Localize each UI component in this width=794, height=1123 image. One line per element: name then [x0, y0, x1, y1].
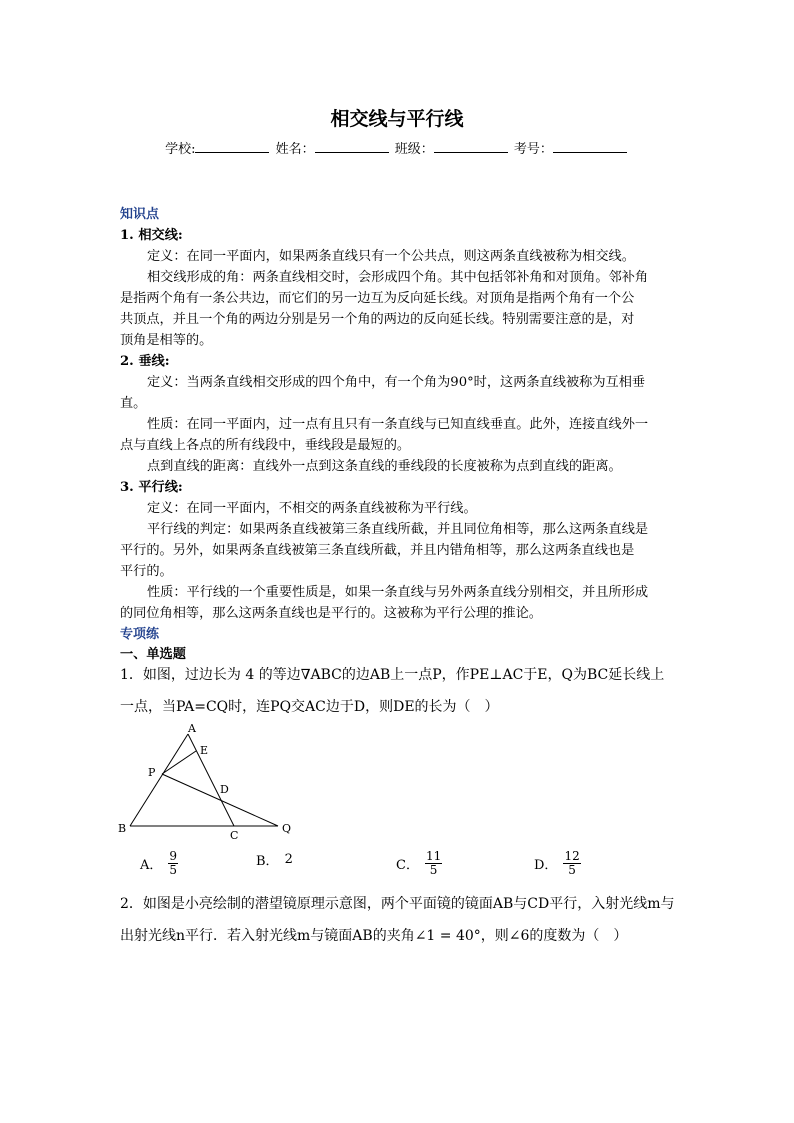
- class-blank[interactable]: [434, 140, 508, 153]
- option-b-value: 2: [284, 852, 293, 867]
- option-d-label: D．: [534, 858, 558, 873]
- practice-heading: 专项练: [120, 627, 160, 642]
- section-3-title: 3. 平行线:: [120, 480, 183, 495]
- triangle-figure: [110, 718, 310, 848]
- question-1-line-1: 1．如图，过边长为 4 的等边∇ABC的边AB上一点P，作PE⊥AC于E，Q为BC延长线上: [120, 667, 665, 683]
- school-label: 学校:: [165, 142, 196, 157]
- option-d[interactable]: [534, 850, 581, 877]
- section-3-property-line-1: 性质：平行线的一个重要性质是，如果一条直线与另外两条直线分别相交，并且所形成: [147, 585, 649, 600]
- section-1-title: 1. 相交线:: [120, 228, 183, 243]
- option-c-numerator: 11: [425, 849, 442, 863]
- section-2-title: 2. 垂线:: [120, 354, 170, 369]
- student-info-line: [0, 138, 794, 157]
- option-b-label: B．: [256, 854, 279, 869]
- question-2-line-1: 2．如图是小亮绘制的潜望镜原理示意图，两个平面镜的镜面AB与CD平行，入射光线m与: [120, 896, 675, 912]
- segment-AC: [188, 734, 234, 826]
- question-2-line-2: 出射光线n平行．若入射光线m与镜面AB的夹角∠1 = 40°，则∠6的度数为（ ）: [120, 928, 628, 944]
- option-c-denominator: 5: [429, 863, 438, 877]
- option-c-fraction: [425, 850, 442, 877]
- section-3-criteria-line-1: 平行线的判定：如果两条直线被第三条直线所截，并且同位角相等，那么这两条直线是: [147, 522, 649, 537]
- section-2-property-line-1: 性质：在同一平面内，过一点有且只有一条直线与已知直线垂直。此外，连接直线外一: [147, 417, 649, 432]
- option-a-fraction: [168, 850, 178, 877]
- option-d-fraction: [563, 850, 580, 877]
- label-P: P: [148, 766, 156, 779]
- label-E: E: [200, 744, 209, 757]
- number-blank[interactable]: [553, 140, 627, 153]
- option-a-numerator: 9: [169, 849, 178, 863]
- segment-PE: [162, 751, 196, 774]
- class-label: 班级：: [394, 142, 434, 157]
- section-1-angles-line-2: 是指两个角有一条公共边，而它们的另一边互为反向延长线。对顶角是指两个角有一个公: [120, 291, 635, 306]
- part-1-heading: 一、单选题: [120, 647, 186, 662]
- section-2-definition-line-1: 定义：当两条直线相交形成的四个角中，有一个角为90°时，这两条直线被称为互相垂: [147, 375, 646, 390]
- section-3-definition: 定义：在同一平面内，不相交的两条直线被称为平行线。: [147, 501, 477, 516]
- label-D: D: [220, 783, 229, 796]
- option-d-numerator: 12: [564, 849, 580, 863]
- label-B: B: [118, 822, 127, 835]
- section-3-criteria-line-2: 平行的。另外，如果两条直线被第三条直线所截，并且内错角相等，那么这两条直线也是: [120, 543, 635, 558]
- knowledge-heading: 知识点: [120, 207, 160, 222]
- option-a-label: A．: [140, 858, 163, 873]
- section-1-definition: 定义：在同一平面内，如果两条直线只有一个公共点，则这两条直线被称为相交线。: [147, 249, 635, 264]
- school-blank[interactable]: [195, 140, 269, 153]
- number-label: 考号：: [513, 142, 553, 157]
- page-title: 相交线与平行线: [330, 108, 464, 130]
- section-2-property-line-2: 点与直线上各点的所有线段中，垂线段是最短的。: [120, 438, 411, 453]
- option-c-label: C．: [396, 858, 419, 873]
- label-Q: Q: [282, 822, 292, 835]
- segment-PQ: [162, 774, 278, 826]
- section-1-angles-line-4: 顶角是相等的。: [120, 333, 213, 348]
- name-label: 姓名：: [275, 142, 315, 157]
- name-blank[interactable]: [315, 140, 389, 153]
- option-a[interactable]: [140, 850, 178, 877]
- section-2-definition-line-2: 直。: [120, 396, 147, 411]
- section-1-angles-line-1: 相交线形成的角：两条直线相交时，会形成四个角。其中包括邻补角和对顶角。邻补角: [147, 270, 649, 285]
- option-c[interactable]: [396, 850, 442, 877]
- option-b[interactable]: [256, 850, 293, 869]
- question-1-line-2: 一点，当PA=CQ时，连PQ交AC边于D，则DE的长为（ ）: [120, 699, 499, 715]
- option-a-denominator: 5: [169, 863, 178, 877]
- segment-AB: [130, 734, 188, 826]
- section-1-angles-line-3: 共顶点，并且一个角的两边分别是另一个角的两边的反向延长线。特别需要注意的是，对: [120, 312, 635, 327]
- section-2-distance: 点到直线的距离：直线外一点到这条直线的垂线段的长度被称为点到直线的距离。: [147, 459, 622, 474]
- section-3-property-line-2: 的同位角相等，那么这两条直线也是平行的。这被称为平行公理的推论。: [120, 606, 542, 621]
- option-d-denominator: 5: [568, 863, 576, 877]
- label-C: C: [230, 829, 239, 842]
- section-3-criteria-line-3: 平行的。: [120, 564, 173, 579]
- label-A: A: [188, 722, 196, 735]
